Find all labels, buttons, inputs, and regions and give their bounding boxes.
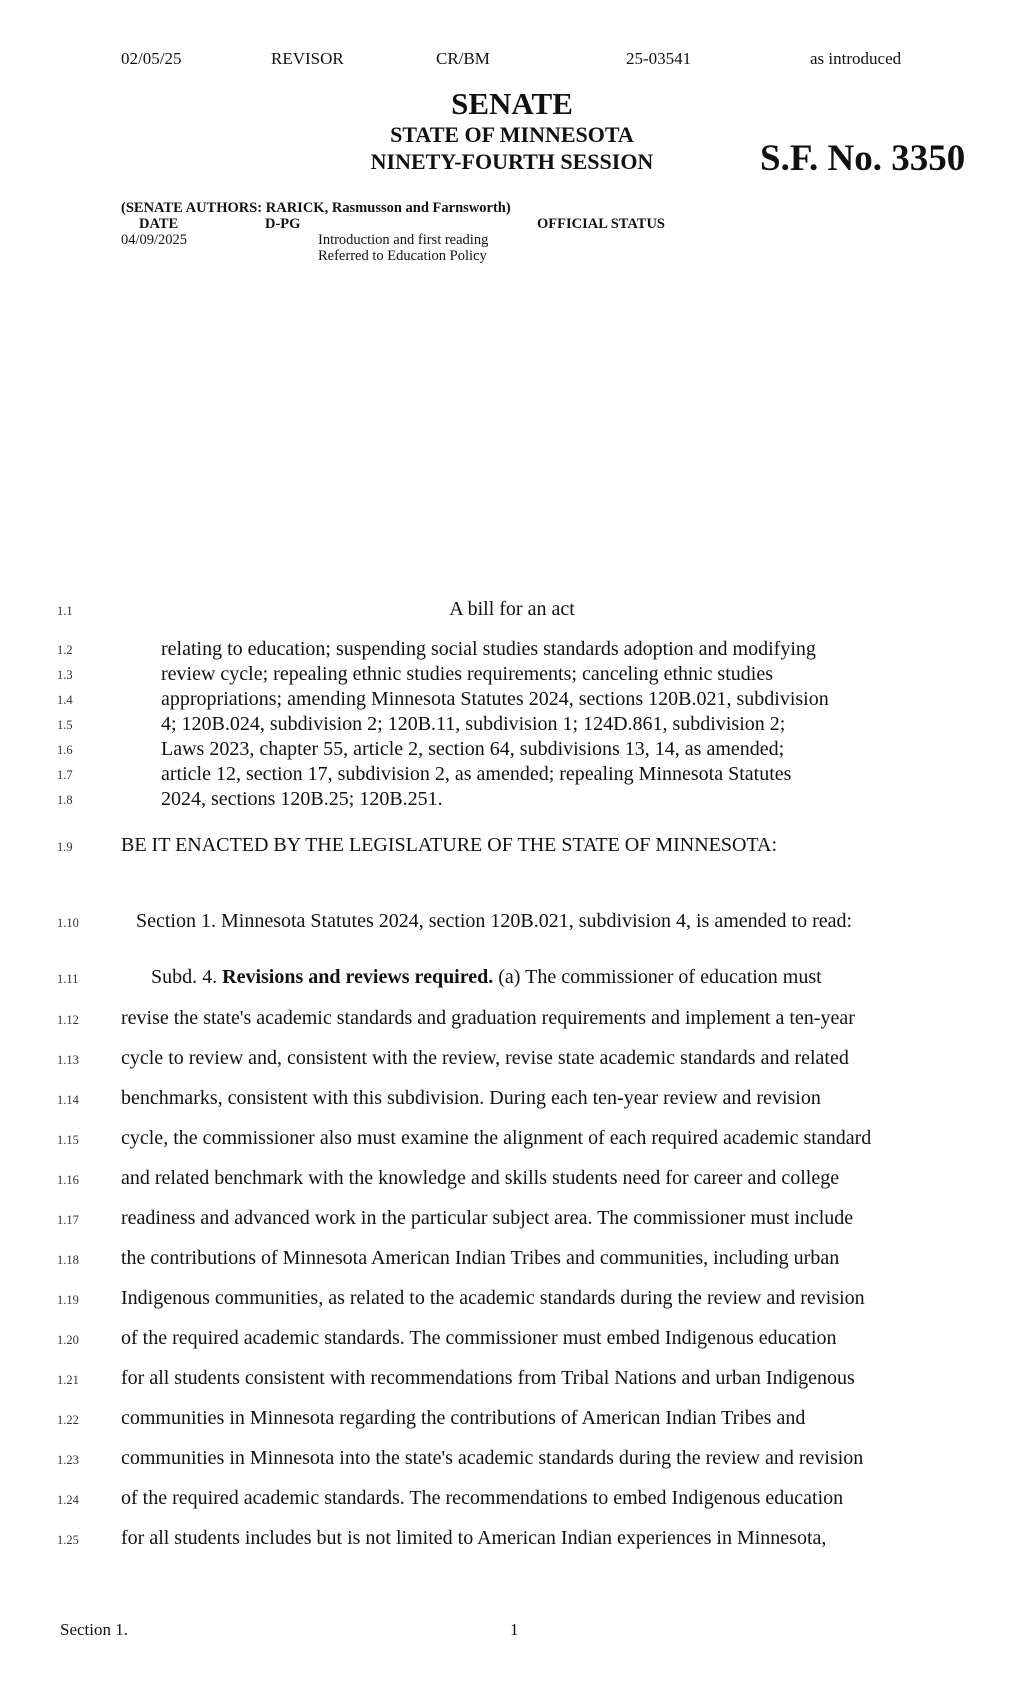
line-number: 1.20 [57, 1333, 79, 1347]
line-number: 1.3 [57, 668, 73, 682]
line-number: 1.13 [57, 1053, 79, 1067]
body-line: Indigenous communities, as related to the academic standards during the review and revision [121, 1287, 865, 1309]
line-number: 1.25 [57, 1533, 79, 1547]
title-line: relating to education; suspending social studies standards adoption and modifying [161, 638, 816, 660]
line-number: 1.8 [57, 793, 73, 807]
title-line: article 12, section 17, subdivision 2, as amended; repealing Minnesota Statutes [161, 763, 792, 785]
chamber-title: SENATE [451, 86, 573, 121]
status-row-text: Referred to Education Policy [318, 248, 487, 264]
bill-for-an-act: A bill for an act [449, 598, 575, 620]
body-line: for all students consistent with recommendations from Tribal Nations and urban Indigenous [121, 1367, 855, 1389]
line-number: 1.10 [57, 916, 79, 930]
senate-authors: (SENATE AUTHORS: RARICK, Rasmusson and Farnsworth) [121, 200, 511, 216]
state-title: STATE OF MINNESOTA [390, 122, 634, 147]
page-number: 1 [510, 1620, 519, 1639]
title-line: 2024, sections 120B.25; 120B.251. [161, 788, 443, 810]
title-line: appropriations; amending Minnesota Statutes 2024, sections 120B.021, subdivision [161, 688, 829, 710]
header-date: 02/05/25 [121, 49, 182, 68]
session-title: NINETY-FOURTH SESSION [370, 149, 654, 174]
footer-section: Section 1. [60, 1620, 128, 1639]
body-line: communities in Minnesota into the state's academic standards during the review and revision [121, 1447, 864, 1469]
header-version: as introduced [810, 49, 902, 68]
body-line: revise the state's academic standards and graduation requirements and implement a ten-year [121, 1007, 855, 1029]
header-initials: CR/BM [436, 49, 490, 68]
body-line: of the required academic standards. The commissioner must embed Indigenous education [121, 1327, 837, 1349]
line-number: 1.19 [57, 1293, 79, 1307]
body-line: readiness and advanced work in the particular subject area. The commissioner must include [121, 1207, 854, 1229]
body-line: the contributions of Minnesota American Indian Tribes and communities, including urban [121, 1247, 840, 1269]
status-row-date: 04/09/2025 [121, 232, 188, 248]
line-number: 1.11 [57, 972, 79, 986]
line-number: 1.4 [57, 693, 73, 707]
status-col-date: DATE [139, 216, 179, 232]
enacting-clause: BE IT ENACTED BY THE LEGISLATURE OF THE STATE OF MINNESOTA: [121, 834, 778, 856]
line-number: 1.6 [57, 743, 73, 757]
line-number: 1.15 [57, 1133, 79, 1147]
subdivision-heading: Revisions and reviews required. [222, 966, 494, 988]
line-number: 1.2 [57, 643, 73, 657]
section-heading: Section 1. Minnesota Statutes 2024, section 120B.021, subdivision 4, is amended to read: [136, 910, 853, 932]
status-row-text: Introduction and first reading [318, 232, 489, 248]
header-bill-code: 25-03541 [626, 49, 692, 68]
body-line: cycle, the commissioner also must examine the alignment of each required academic standard [121, 1127, 872, 1149]
body-line: cycle to review and, consistent with the review, revise state academic standards and related [121, 1047, 849, 1069]
line-number: 1.16 [57, 1173, 79, 1187]
title-line: Laws 2023, chapter 55, article 2, section 64, subdivisions 13, 14, as amended; [161, 738, 785, 760]
body-line: of the required academic standards. The recommendations to embed Indigenous education [121, 1487, 844, 1509]
status-col-official: OFFICIAL STATUS [537, 216, 665, 232]
file-number: S.F. No. 3350 [760, 138, 966, 179]
line-number: 1.9 [57, 840, 73, 854]
body-line: benchmarks, consistent with this subdivision. During each ten-year review and revision [121, 1087, 821, 1109]
subdivision-text: (a) The commissioner of education must [498, 966, 822, 988]
line-number: 1.21 [57, 1373, 79, 1387]
line-number: 1.12 [57, 1013, 79, 1027]
line-number: 1.7 [57, 768, 73, 782]
title-line: 4; 120B.024, subdivision 2; 120B.11, subdivision 1; 124D.861, subdivision 2; [161, 713, 786, 735]
line-number: 1.5 [57, 718, 73, 732]
subdivision-number: Subd. 4. [151, 966, 218, 988]
line-number: 1.1 [57, 604, 73, 618]
line-number: 1.23 [57, 1453, 79, 1467]
subdivision-line [151, 966, 822, 989]
body-line: for all students includes but is not limited to American Indian experiences in Minnesota, [121, 1527, 827, 1549]
header-revisor: REVISOR [271, 49, 344, 68]
line-number: 1.18 [57, 1253, 79, 1267]
line-number: 1.24 [57, 1493, 79, 1507]
status-col-dpg: D-PG [265, 216, 301, 232]
line-number: 1.22 [57, 1413, 79, 1427]
body-line: and related benchmark with the knowledge and skills students need for career and college [121, 1167, 840, 1189]
body-line: communities in Minnesota regarding the contributions of American Indian Tribes and [121, 1407, 806, 1429]
line-number: 1.17 [57, 1213, 79, 1227]
title-line: review cycle; repealing ethnic studies requirements; canceling ethnic studies [161, 663, 773, 685]
line-number: 1.14 [57, 1093, 79, 1107]
